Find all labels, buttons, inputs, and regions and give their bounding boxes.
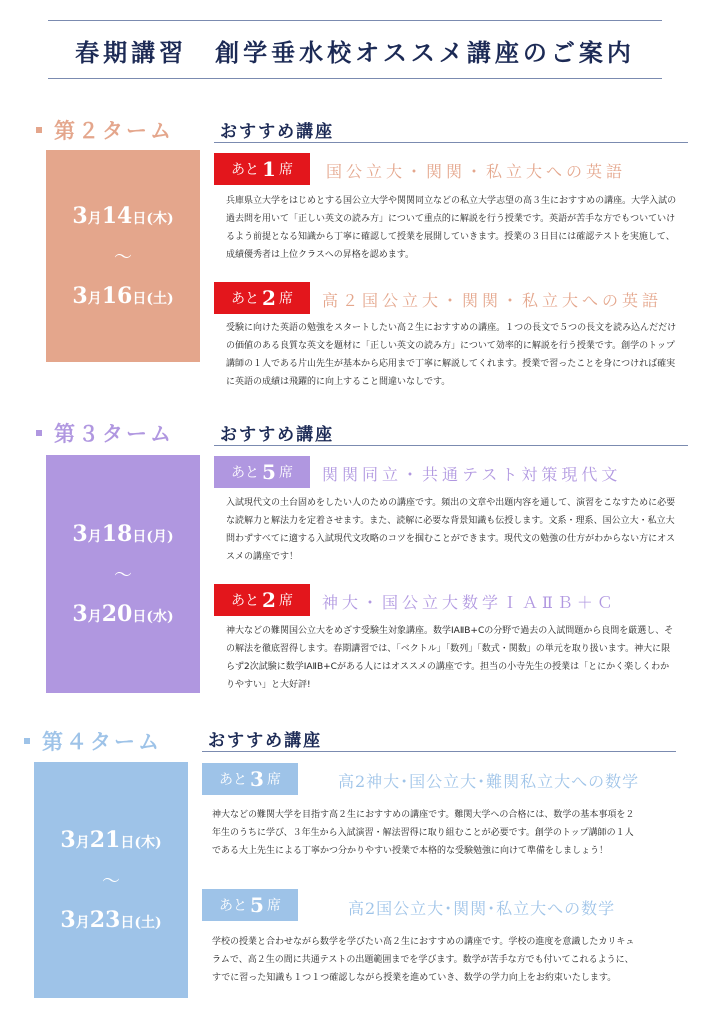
term4-course2-title: 高2国公立大･関関･私立大への数学 bbox=[348, 899, 616, 918]
term4-course2-description: 学校の授業と合わせながら数学を学びたい高２生におすすめの講座です。学校の進度を意識したカリキュラムで、高２生の間に共通テストの出題範囲までを学びます。数学が苦手な方でも付いてこれるように、すでに習った知識も１つ１つ確認しながら授業を進めていき、数学の学力向上をお約束いたします。 bbox=[212, 937, 635, 983]
term3-course2-seat-badge: あと 2 席 bbox=[214, 584, 310, 616]
term2-course2-description: 受験に向けた英語の勉強をスタートしたい高２生におすすめの講座。１つの長文で５つの長文を読み込んだだけの価値のある良質な英文を題材に「正しい英文の読み方」について効率的に解説を行う授業です。創学のトップ講師の１人である片山先生が基本から応用まで丁寧に解説してくれます。授業で習ったことを身につければ確実に英語の成績は飛躍的に向上すること間違いなしです。 bbox=[226, 323, 677, 387]
term2-course2-title: 高２国公立大・関関・私立大への英語 bbox=[322, 291, 663, 310]
term3-recommend-heading: おすすめ講座 bbox=[220, 425, 335, 445]
term4-date-box bbox=[34, 762, 188, 998]
term2-course1-description: 兵庫県立大学をはじめとする国公立大学や関関同立などの私立大学志望の高３生におすすめの講座。大学入試の過去問を用いて「正しい英文の読み方」について重点的に解説を行う授業です。英語が苦手な方でもついていけるよう前提となる知識から丁寧に確認して授業を展開していきます。授業の３日目には確認テストを実施して、成績優秀者は上位クラスへの昇格を認めます。 bbox=[226, 196, 677, 260]
term3-course1-title: 関関同立・共通テスト対策現代文 bbox=[322, 465, 622, 484]
term4-recommend-rule bbox=[202, 751, 676, 752]
term3-date-tilde: ～ bbox=[114, 565, 132, 586]
term4-date-tilde: ～ bbox=[102, 871, 120, 892]
term4-bullet-icon bbox=[24, 738, 30, 744]
term4-start-date: 3月21日(木) bbox=[60, 827, 162, 853]
term2-start-date: 3月14日(木) bbox=[72, 203, 174, 229]
term2-course1-seat-badge: あと 1 席 bbox=[214, 153, 310, 185]
term2-course1-title: 国公立大・関関・私立大への英語 bbox=[326, 162, 627, 181]
term4-end-date: 3月23日(土) bbox=[60, 907, 162, 933]
term2-end-date: 3月16日(土) bbox=[72, 283, 174, 309]
header-top-rule bbox=[48, 20, 662, 21]
term2-label: 第２ターム bbox=[36, 115, 174, 145]
page-title: 春期講習 創学垂水校オススメ講座のご案内 bbox=[75, 38, 635, 67]
term3-start-date: 3月18日(月) bbox=[72, 521, 174, 547]
term3-date-box bbox=[46, 455, 200, 693]
header-bottom-rule bbox=[48, 78, 662, 79]
term4-course1-description: 神大などの難関大学を目指す高２生におすすめの講座です。難関大学への合格には、数学の基本事項を２年生のうちに学び、３年生から入試演習・解法習得に取り組むことが必要です。創学のトップ講師の１人である大上先生による丁寧かつ分かりやすい授業で本格的な受験勉強に向けて準備をしましょう！ bbox=[212, 810, 635, 856]
term3-bullet-icon bbox=[36, 430, 42, 436]
term2-recommend-heading: おすすめ講座 bbox=[220, 122, 335, 142]
term2-course2-seat-badge: あと 2 席 bbox=[214, 282, 310, 314]
term2-recommend-rule bbox=[214, 142, 688, 143]
term3-course1-description: 入試現代文の土台固めをしたい人のための講座です。頻出の文章や出題内容を通して、演習をこなすために必要な読解力と解法力を定着させます。また、読解に必要な背景知識も伝授します。文系・理系、国公立大・私立大問わずすべてに適する入試現代文攻略のコツを掴むことができます。現代文の勉強の仕方がわからない方にオススメの講座です！ bbox=[226, 498, 676, 562]
term3-course2-description: 神大などの難関国公立大をめざす受験生対象講座。数学ⅠAⅡB+Cの分野で過去の入試問題から良問を厳選し、その解法を徹底習得します。春期講習では、「ベクトル」「数列」「数式・関数」の単元を取り扱います。神大に限らず2次試験に数学ⅠAⅡB+Cがある人にはオススメの講座です。担当の小寺先生の授業は「とにかく楽しくわかりやすい」と大好評! bbox=[226, 626, 674, 690]
term3-label: 第３ターム bbox=[36, 418, 174, 448]
term2-bullet-icon bbox=[36, 127, 42, 133]
term4-course2-seat-badge: あと 5 席 bbox=[202, 889, 298, 921]
term2-date-tilde: ～ bbox=[114, 247, 132, 268]
term4-course1-title: 高2神大･国公立大･難関私立大への数学 bbox=[338, 772, 640, 791]
term4-course1-seat-badge: あと 3 席 bbox=[202, 763, 298, 795]
term4-label: 第４ターム bbox=[24, 726, 162, 756]
term4-recommend-heading: おすすめ講座 bbox=[208, 731, 323, 751]
term3-end-date: 3月20日(水) bbox=[72, 601, 174, 627]
term3-course2-title: 神大・国公立大数学ＩＡⅡＢ＋Ｃ bbox=[322, 593, 617, 612]
term3-course1-seat-badge: あと 5 席 bbox=[214, 456, 310, 488]
term2-date-box bbox=[46, 150, 200, 362]
term3-recommend-rule bbox=[214, 445, 688, 446]
